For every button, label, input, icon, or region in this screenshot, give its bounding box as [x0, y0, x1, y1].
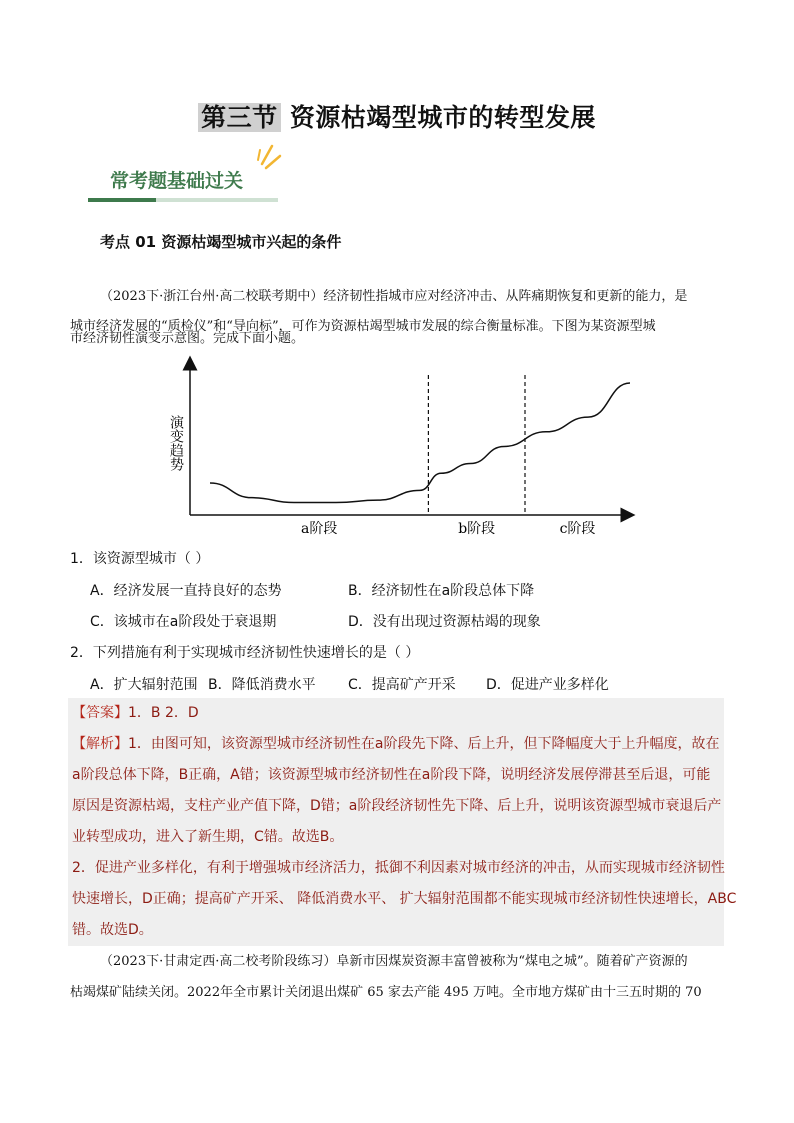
question-2-stem: 2．下列措施有利于实现城市经济韧性快速增长的是（ ） [70, 645, 420, 661]
spark-icon [256, 142, 282, 172]
page-title [0, 98, 794, 134]
stage-label-c: c阶段 [559, 521, 596, 537]
question-1-stem: 1．该资源型城市（ ） [70, 551, 210, 567]
q2-option-b: B．降低消费水平 [208, 677, 316, 693]
analysis-line-4: 业转型成功，进入了新生期，C错。故选B。 [72, 829, 344, 845]
next-intro-line-2: 枯竭煤矿陆续关闭。2022年全市累计关闭退出煤矿 65 家去产能 495 万吨。全市地方煤矿由十三五时期的 70 [70, 985, 702, 1000]
section-number: 第三节 [198, 103, 281, 132]
next-intro-line-1: （2023下·甘肃定西·高二校考阶段练习）阜新市因煤炭资源丰富曾被称为“煤电之城”。随着矿产资源的 [100, 954, 688, 969]
analysis-line-7: 错。故选D。 [72, 922, 153, 938]
q1-option-a: A．经济发展一直持良好的态势 [90, 583, 282, 599]
analysis-line-2: a阶段总体下降，B正确，A错；该资源型城市经济韧性在a阶段下降，说明经济发展停滞甚至后退，可能 [72, 767, 711, 783]
intro-line-2: 城市经济发展的“质检仪”和“导向标”，可作为资源枯竭型城市发展的综合衡量标准。下图为某资源型城 [70, 319, 656, 334]
analysis-line-1: 1．由图可知，该资源型城市经济韧性在a阶段先下降、后上升，但下降幅度大于上升幅度，故在 [128, 736, 720, 752]
stage-label-b: b阶段 [458, 521, 496, 537]
analysis-row-1 [72, 729, 719, 760]
section-banner: 常考题基础过关 [110, 170, 244, 192]
banner-underline-accent [88, 198, 156, 202]
stage-label-a: a阶段 [301, 521, 338, 537]
analysis-line-3: 原因是资源枯竭，支柱产业产值下降，D错；a阶段经济韧性先下降、后上升，说明该资源型城市衰退后产 [72, 798, 722, 814]
topic-heading: 考点 01 资源枯竭型城市兴起的条件 [100, 233, 342, 251]
answer-text: 1．B 2．D [128, 705, 199, 721]
resilience-chart [150, 355, 640, 545]
answer-label: 【答案】 [72, 705, 128, 721]
answer-row [72, 698, 199, 729]
q2-option-c: C．提高矿产开采 [348, 677, 456, 693]
q1-option-c: C．该城市在a阶段处于衰退期 [90, 614, 277, 630]
q2-option-d: D．促进产业多样化 [486, 677, 609, 693]
analysis-line-5: 2．促进产业多样化，有利于增强城市经济活力，抵御不利因素对城市经济的冲击，从而实现城市经济韧性 [72, 860, 725, 876]
y-axis-label: 演变趋势 [168, 415, 184, 471]
intro-line-3: 市经济韧性演变示意图。完成下面小题。 [70, 331, 305, 346]
q1-option-d: D．没有出现过资源枯竭的现象 [348, 614, 541, 630]
analysis-label: 【解析】 [72, 736, 128, 752]
analysis-line-6: 快速增长，D正确；提高矿产开采、 降低消费水平、 扩大辐射范围都不能实现城市经济韧性快速增长，ABC [72, 891, 737, 907]
title-text: 资源枯竭型城市的转型发展 [289, 103, 596, 132]
series-line [210, 383, 630, 503]
q1-option-b: B．经济韧性在a阶段总体下降 [348, 583, 535, 599]
intro-line-1: （2023下·浙江台州·高二校联考期中）经济韧性指城市应对经济冲击、从阵痛期恢复和更新的能力，是 [100, 289, 688, 304]
q2-option-a: A．扩大辐射范围 [90, 677, 198, 693]
